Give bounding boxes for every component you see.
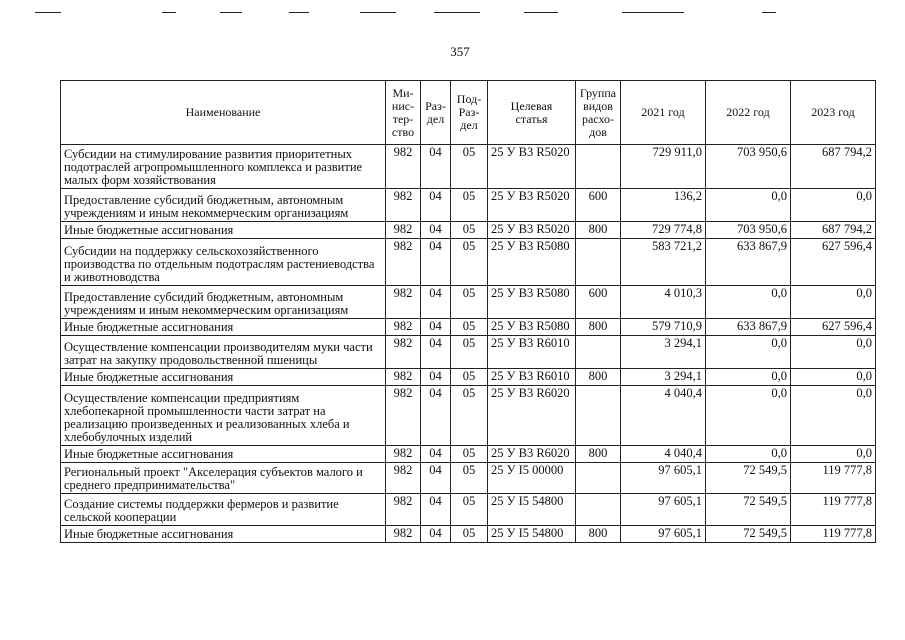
row-2021: 579 710,9 (621, 319, 706, 336)
row-target: 25 У I5 54800 (488, 494, 576, 526)
row-target: 25 У В3 R5080 (488, 239, 576, 286)
col-header-group: Группа видов расхо- дов (576, 81, 621, 145)
row-name: Создание системы поддержки фермеров и развитие сельской кооперации (61, 494, 386, 526)
row-2023: 0,0 (791, 369, 876, 386)
scan-artifact-line (762, 12, 776, 13)
row-2021: 3 294,1 (621, 369, 706, 386)
table-row (61, 446, 876, 463)
row-section: 04 (421, 336, 451, 369)
table-row (61, 189, 876, 222)
row-target: 25 У В3 R5080 (488, 319, 576, 336)
row-2022: 0,0 (706, 189, 791, 222)
scan-artifact-line (622, 12, 684, 13)
row-2023: 119 777,8 (791, 494, 876, 526)
row-2022: 0,0 (706, 369, 791, 386)
row-ministry: 982 (386, 319, 421, 336)
row-target: 25 У В3 R5020 (488, 189, 576, 222)
row-subsection: 05 (451, 369, 488, 386)
row-2023: 119 777,8 (791, 463, 876, 494)
row-group (576, 336, 621, 369)
row-2021: 583 721,2 (621, 239, 706, 286)
row-2021: 97 605,1 (621, 494, 706, 526)
row-group (576, 494, 621, 526)
row-ministry: 982 (386, 526, 421, 543)
table-row (61, 494, 876, 526)
row-target: 25 У I5 00000 (488, 463, 576, 494)
row-section: 04 (421, 319, 451, 336)
row-ministry: 982 (386, 369, 421, 386)
row-2022: 0,0 (706, 286, 791, 319)
table-row (61, 145, 876, 189)
row-2022: 703 950,6 (706, 222, 791, 239)
header-row (61, 81, 876, 145)
row-name: Иные бюджетные ассигнования (61, 446, 386, 463)
scan-artifact-line (35, 12, 61, 13)
row-target: 25 У В3 R6020 (488, 446, 576, 463)
row-name: Предоставление субсидий бюджетным, автономным учреждениям и иным некоммерческим организациям (61, 286, 386, 319)
row-2022: 633 867,9 (706, 239, 791, 286)
row-2021: 4 040,4 (621, 446, 706, 463)
row-subsection: 05 (451, 286, 488, 319)
row-section: 04 (421, 286, 451, 319)
row-section: 04 (421, 189, 451, 222)
col-header-2023: 2023 год (791, 81, 876, 145)
row-subsection: 05 (451, 239, 488, 286)
row-ministry: 982 (386, 386, 421, 446)
table-row (61, 336, 876, 369)
row-2023: 687 794,2 (791, 145, 876, 189)
table-row (61, 239, 876, 286)
table-row (61, 463, 876, 494)
row-2021: 4 040,4 (621, 386, 706, 446)
row-2022: 72 549,5 (706, 463, 791, 494)
row-2023: 627 596,4 (791, 319, 876, 336)
row-section: 04 (421, 239, 451, 286)
scan-artifact-line (434, 12, 480, 13)
col-header-2021: 2021 год (621, 81, 706, 145)
col-header-section: Раз- дел (421, 81, 451, 145)
row-ministry: 982 (386, 239, 421, 286)
row-2023: 0,0 (791, 386, 876, 446)
row-group: 600 (576, 286, 621, 319)
row-ministry: 982 (386, 189, 421, 222)
page-number: 357 (450, 44, 470, 59)
row-name: Региональный проект "Акселерация субъектов малого и среднего предпринимательства" (61, 463, 386, 494)
table-row (61, 286, 876, 319)
scan-artifact-line (289, 12, 309, 13)
row-group: 800 (576, 319, 621, 336)
row-2023: 0,0 (791, 446, 876, 463)
row-name: Предоставление субсидий бюджетным, автономным учреждениям и иным некоммерческим организациям (61, 189, 386, 222)
row-subsection: 05 (451, 526, 488, 543)
table-row (61, 319, 876, 336)
row-target: 25 У В3 R5020 (488, 222, 576, 239)
row-section: 04 (421, 494, 451, 526)
row-subsection: 05 (451, 494, 488, 526)
col-header-name: Наименование (61, 81, 386, 145)
row-target: 25 У В3 R6010 (488, 336, 576, 369)
row-name: Иные бюджетные ассигнования (61, 369, 386, 386)
budget-table (60, 80, 876, 543)
row-subsection: 05 (451, 222, 488, 239)
row-ministry: 982 (386, 463, 421, 494)
row-group: 800 (576, 222, 621, 239)
row-group (576, 145, 621, 189)
row-subsection: 05 (451, 386, 488, 446)
row-group (576, 463, 621, 494)
row-2022: 0,0 (706, 446, 791, 463)
row-group: 800 (576, 369, 621, 386)
row-2022: 72 549,5 (706, 494, 791, 526)
col-header-ministry: Ми- нис- тер- ство (386, 81, 421, 145)
row-2023: 687 794,2 (791, 222, 876, 239)
row-2023: 119 777,8 (791, 526, 876, 543)
row-target: 25 У В3 R6020 (488, 386, 576, 446)
row-2022: 703 950,6 (706, 145, 791, 189)
row-section: 04 (421, 222, 451, 239)
row-name: Субсидии на стимулирование развития приоритетных подотраслей агропромышленного комплекса и развитие малых форм хозяйствования (61, 145, 386, 189)
row-2021: 136,2 (621, 189, 706, 222)
scan-artifact-line (524, 12, 558, 13)
row-2022: 0,0 (706, 336, 791, 369)
row-2021: 97 605,1 (621, 526, 706, 543)
row-target: 25 У В3 R5080 (488, 286, 576, 319)
row-ministry: 982 (386, 446, 421, 463)
row-2021: 3 294,1 (621, 336, 706, 369)
scan-artifact-line (162, 12, 176, 13)
row-ministry: 982 (386, 145, 421, 189)
row-ministry: 982 (386, 286, 421, 319)
row-section: 04 (421, 145, 451, 189)
col-header-target: Целевая статья (488, 81, 576, 145)
row-name: Иные бюджетные ассигнования (61, 222, 386, 239)
row-2022: 0,0 (706, 386, 791, 446)
row-2023: 0,0 (791, 336, 876, 369)
table-row (61, 222, 876, 239)
row-subsection: 05 (451, 446, 488, 463)
row-group: 800 (576, 526, 621, 543)
row-section: 04 (421, 369, 451, 386)
scan-artifact-line (220, 12, 242, 13)
row-group: 600 (576, 189, 621, 222)
col-header-2022: 2022 год (706, 81, 791, 145)
row-subsection: 05 (451, 189, 488, 222)
row-2023: 0,0 (791, 189, 876, 222)
table-row (61, 526, 876, 543)
row-target: 25 У I5 54800 (488, 526, 576, 543)
row-2023: 0,0 (791, 286, 876, 319)
row-section: 04 (421, 463, 451, 494)
row-2021: 729 774,8 (621, 222, 706, 239)
row-ministry: 982 (386, 336, 421, 369)
row-subsection: 05 (451, 336, 488, 369)
row-subsection: 05 (451, 463, 488, 494)
scan-artifact-line (360, 12, 396, 13)
row-name: Иные бюджетные ассигнования (61, 526, 386, 543)
row-2021: 729 911,0 (621, 145, 706, 189)
row-group: 800 (576, 446, 621, 463)
row-subsection: 05 (451, 145, 488, 189)
row-ministry: 982 (386, 222, 421, 239)
row-2021: 97 605,1 (621, 463, 706, 494)
row-name: Осуществление компенсации производителям муки части затрат на закупку продовольственной пшеницы (61, 336, 386, 369)
row-2021: 4 010,3 (621, 286, 706, 319)
row-ministry: 982 (386, 494, 421, 526)
row-section: 04 (421, 386, 451, 446)
table-row (61, 369, 876, 386)
row-2022: 633 867,9 (706, 319, 791, 336)
col-header-subsection: Под- Раз- дел (451, 81, 488, 145)
row-2023: 627 596,4 (791, 239, 876, 286)
row-name: Осуществление компенсации предприятиям хлебопекарной промышленности части затрат на реализацию произведенных и реализованных хлеба и хлебобулочных изделий (61, 386, 386, 446)
table-row (61, 386, 876, 446)
row-name: Иные бюджетные ассигнования (61, 319, 386, 336)
row-subsection: 05 (451, 319, 488, 336)
row-section: 04 (421, 446, 451, 463)
row-section: 04 (421, 526, 451, 543)
row-group (576, 239, 621, 286)
row-group (576, 386, 621, 446)
row-2022: 72 549,5 (706, 526, 791, 543)
row-name: Субсидии на поддержку сельскохозяйственного производства по отдельным подотраслям растениеводства и животноводства (61, 239, 386, 286)
row-target: 25 У В3 R6010 (488, 369, 576, 386)
row-target: 25 У В3 R5020 (488, 145, 576, 189)
